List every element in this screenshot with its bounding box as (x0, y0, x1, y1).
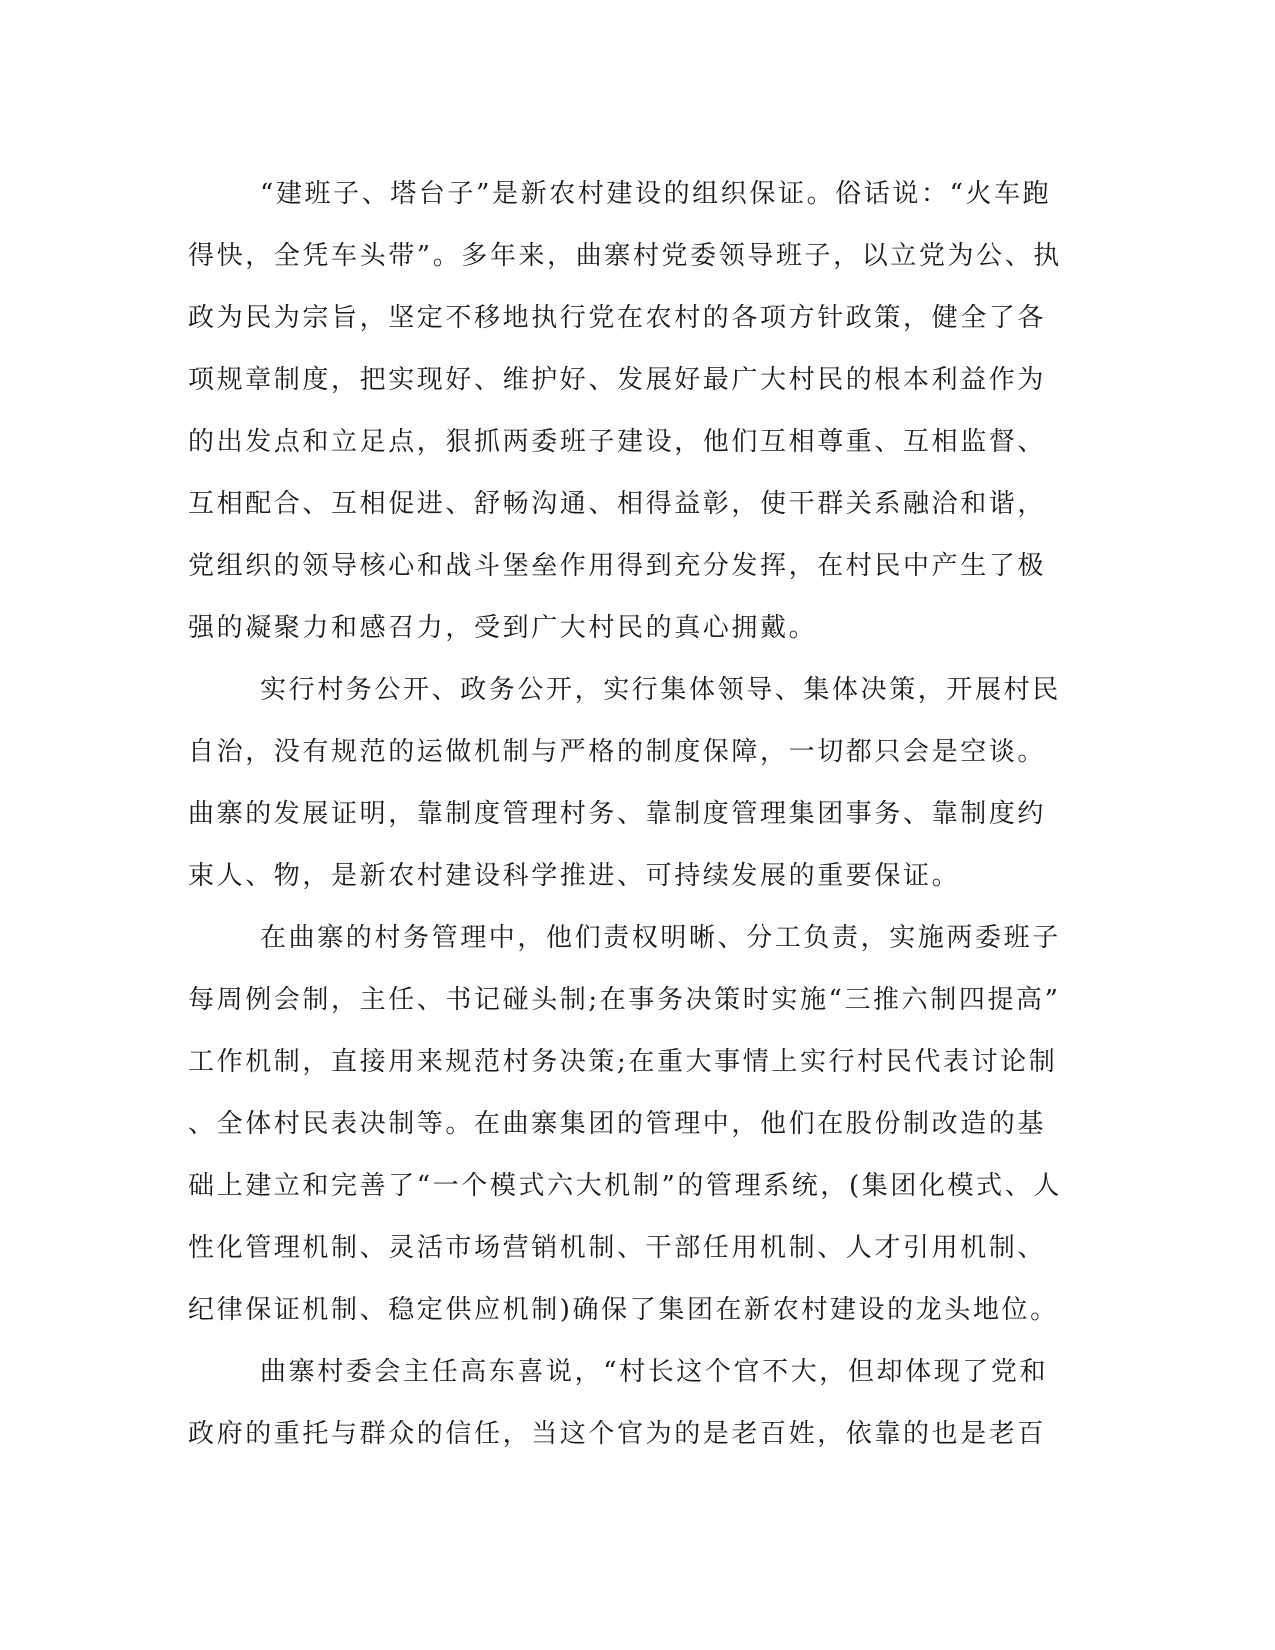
document-body (188, 163, 1068, 1465)
paragraph-3-line-7: 纪律保证机制、稳定供应机制)确保了集团在新农村建设的龙头地位。 (188, 1295, 1059, 1325)
paragraph-1-line-6: 互相配合、互相促进、舒畅沟通、相得益彰，使干群关系融洽和谐， (188, 489, 1047, 519)
paragraph-3-line-3: 工作机制，直接用来规范村务决策;在重大事情上实行村民代表讨论制 (188, 1047, 1058, 1077)
paragraph-3-line-5: 础上建立和完善了“一个模式六大机制”的管理系统，(集团化模式、人 (188, 1171, 1062, 1201)
paragraph-3-line-2: 每周例会制，主任、书记碰头制;在事务决策时实施“三推六制四提高” (188, 985, 1061, 1015)
paragraph-1-line-2: 得快，全凭车头带”。多年来，曲寨村党委领导班子，以立党为公、执 (188, 241, 1062, 271)
paragraph-2-line-3: 曲寨的发展证明，靠制度管理村务、靠制度管理集团事务、靠制度约 (188, 799, 1047, 829)
paragraph-3-line-4: 、全体村民表决制等。在曲寨集团的管理中，他们在股份制改造的基 (188, 1109, 1047, 1139)
paragraph-2-line-2: 自治，没有规范的运做机制与严格的制度保障，一切都只会是空谈。 (188, 737, 1047, 767)
paragraph-2-line-1: 实行村务公开、政务公开，实行集体领导、集体决策，开展村民 (260, 675, 1061, 705)
paragraph-1-line-8: 强的凝聚力和感召力，受到广大村民的真心拥戴。 (188, 613, 818, 643)
paragraph-3-line-1: 在曲寨的村务管理中，他们责权明晰、分工负责，实施两委班子 (260, 923, 1061, 953)
paragraph-1-line-1: “建班子、塔台子”是新农村建设的组织保证。俗话说：“火车跑 (260, 179, 1052, 209)
paragraph-3-line-6: 性化管理机制、灵活市场营销机制、干部任用机制、人才引用机制、 (188, 1233, 1047, 1263)
paragraph-1-line-7: 党组织的领导核心和战斗堡垒作用得到充分发挥，在村民中产生了极 (188, 551, 1047, 581)
paragraph-1-line-4: 项规章制度，把实现好、维护好、发展好最广大村民的根本利益作为 (188, 365, 1047, 395)
paragraph-4-line-2: 政府的重托与群众的信任，当这个官为的是老百姓，依靠的也是老百 (188, 1419, 1047, 1449)
paragraph-1-line-5: 的出发点和立足点，狠抓两委班子建设，他们互相尊重、互相监督、 (188, 427, 1047, 457)
paragraph-4-line-1: 曲寨村委会主任高东喜说，“村长这个官不大，但却体现了党和 (260, 1357, 1049, 1387)
paragraph-1-line-3: 政为民为宗旨，坚定不移地执行党在农村的各项方针政策，健全了各 (188, 303, 1047, 333)
paragraph-2-line-4: 束人、物，是新农村建设科学推进、可持续发展的重要保证。 (188, 861, 961, 891)
